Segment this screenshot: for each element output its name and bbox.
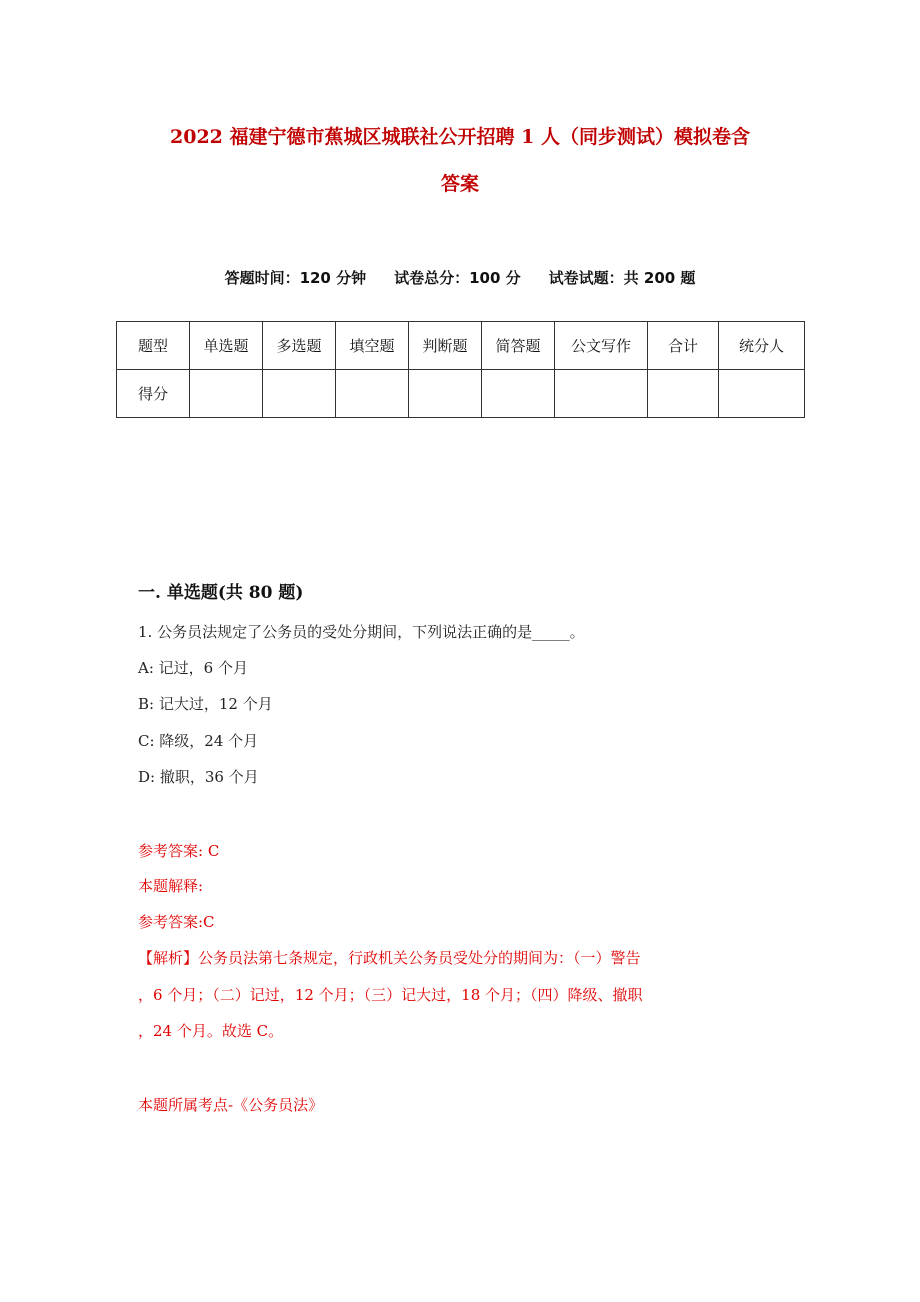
score-table-header: 判断题 [409,322,482,370]
score-cell [719,370,805,418]
analysis-line-3: ，24 个月。故选 C。 [138,1022,284,1040]
score-table-header: 统分人 [719,322,805,370]
score-table-header: 公文写作 [555,322,648,370]
explanation-label: 本题解释: [138,877,204,895]
score-table-header: 单选题 [190,322,263,370]
exam-meta [60,267,860,288]
score-row-label: 得分 [117,370,190,418]
score-cell [336,370,409,418]
reference-answer: 参考答案: C [138,842,220,860]
exam-question-count: 试卷试题：共 200 题 [548,269,696,287]
option-c: C: 降级，24 个月 [138,732,259,750]
reference-answer-repeat: 参考答案:C [138,913,215,931]
option-b: B: 记大过，12 个月 [138,695,273,713]
option-a: A: 记过，6 个月 [138,659,248,677]
score-table-score-row [117,370,805,418]
score-cell [648,370,719,418]
question-stem: 1. 公务员法规定了公务员的受处分期间，下列说法正确的是_____。 [138,623,585,641]
analysis-line-2: ，6 个月；（二）记过，12 个月；（三）记大过，18 个月；（四）降级、撤职 [138,986,643,1004]
score-table-header: 题型 [117,322,190,370]
option-d: D: 撤职，36 个月 [138,768,259,786]
score-cell [409,370,482,418]
score-table-header-row [117,322,805,370]
section-heading: 一. 单选题(共 80 题) [138,583,304,603]
analysis-line-1: 【解析】公务员法第七条规定，行政机关公务员受处分的期间为：（一）警告 [138,949,641,967]
score-cell [263,370,336,418]
document-title-line2: 答案 [440,173,479,195]
score-cell [190,370,263,418]
score-table-header: 简答题 [482,322,555,370]
exam-time: 答题时间：120 分钟 [224,269,367,287]
document-title-line1: 2022 福建宁德市蕉城区城联社公开招聘 1 人（同步测试）模拟卷含 [170,126,750,148]
score-table-header: 多选题 [263,322,336,370]
score-cell [555,370,648,418]
topic-tag: 本题所属考点-《公务员法》 [138,1096,324,1114]
score-cell [482,370,555,418]
exam-total-score: 试卷总分：100 分 [394,269,521,287]
score-table-header: 填空题 [336,322,409,370]
score-table [116,321,805,418]
score-table-header: 合计 [648,322,719,370]
